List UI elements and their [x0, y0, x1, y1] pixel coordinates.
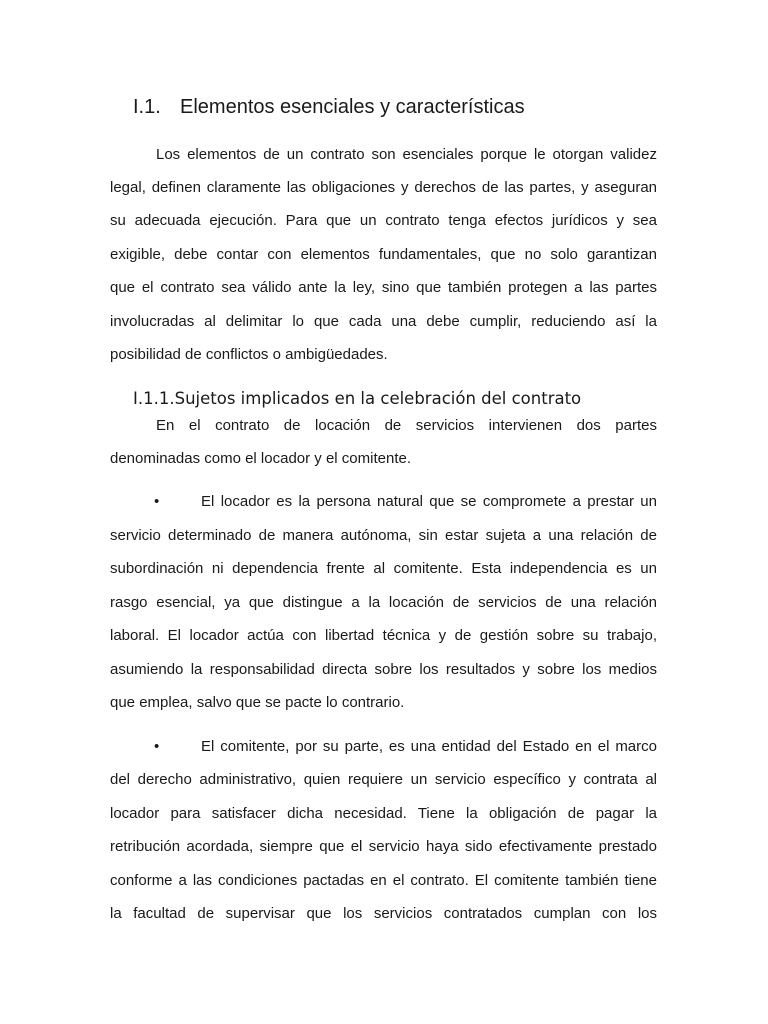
list-item-line: locador para satisfacer dicha necesidad. Tiene la obligación de pagar la: [110, 805, 657, 822]
list-item-line: conforme a las condiciones pactadas en el contrato. El comitente también tiene: [110, 872, 657, 889]
list-item-line: retribución acordada, siempre que el servicio haya sido efectivamente prestado: [110, 838, 657, 855]
list-item-line: que emplea, salvo que se pacte lo contrario.: [110, 694, 405, 711]
list-item-line: servicio determinado de manera autónoma, sin estar sujeta a una relación de: [110, 527, 657, 544]
paragraph-line: En el contrato de locación de servicios intervienen dos partes: [156, 417, 657, 434]
paragraph-line: denominadas como el locador y el comitente.: [110, 450, 411, 467]
list-item-line: El locador es la persona natural que se compromete a prestar un: [201, 493, 657, 510]
paragraph-line: que el contrato sea válido ante la ley, sino que también protegen a las partes: [110, 279, 657, 296]
list-item-line: laboral. El locador actúa con libertad técnica y de gestión sobre su trabajo,: [110, 627, 657, 644]
section-number: I.1.: [133, 96, 161, 118]
list-item-line: El comitente, por su parte, es una entidad del Estado en el marco: [201, 738, 657, 755]
list-item-line: asumiendo la responsabilidad directa sobre los resultados y sobre los medios: [110, 661, 657, 678]
paragraph-line: exigible, debe contar con elementos fundamentales, que no solo garantizan: [110, 246, 657, 263]
list-item-line: rasgo esencial, ya que distingue a la locación de servicios de una relación: [110, 594, 657, 611]
list-item-line: la facultad de supervisar que los servicios contratados cumplan con los: [110, 905, 657, 922]
paragraph-line: posibilidad de conflictos o ambigüedades.: [110, 346, 388, 363]
bullet-marker: •: [154, 738, 160, 755]
paragraph-line: legal, definen claramente las obligaciones y derechos de las partes, y aseguran: [110, 179, 657, 196]
bullet-marker: •: [154, 493, 160, 510]
list-item-line: subordinación ni dependencia frente al comitente. Esta independencia es un: [110, 560, 657, 577]
list-item-line: del derecho administrativo, quien requiere un servicio específico y contrata al: [110, 771, 657, 788]
subsection-heading: [133, 388, 581, 410]
subsection-number: I.1.1.: [133, 389, 175, 408]
paragraph-line: su adecuada ejecución. Para que un contrato tenga efectos jurídicos y sea: [110, 212, 657, 229]
section-title: Elementos esenciales y características: [180, 96, 525, 118]
paragraph-line: Los elementos de un contrato son esenciales porque le otorgan validez: [156, 146, 657, 163]
paragraph-line: involucradas al delimitar lo que cada una debe cumplir, reduciendo así la: [110, 313, 657, 330]
section-heading: [133, 94, 525, 120]
subsection-title: Sujetos implicados en la celebración del contrato: [174, 389, 582, 408]
